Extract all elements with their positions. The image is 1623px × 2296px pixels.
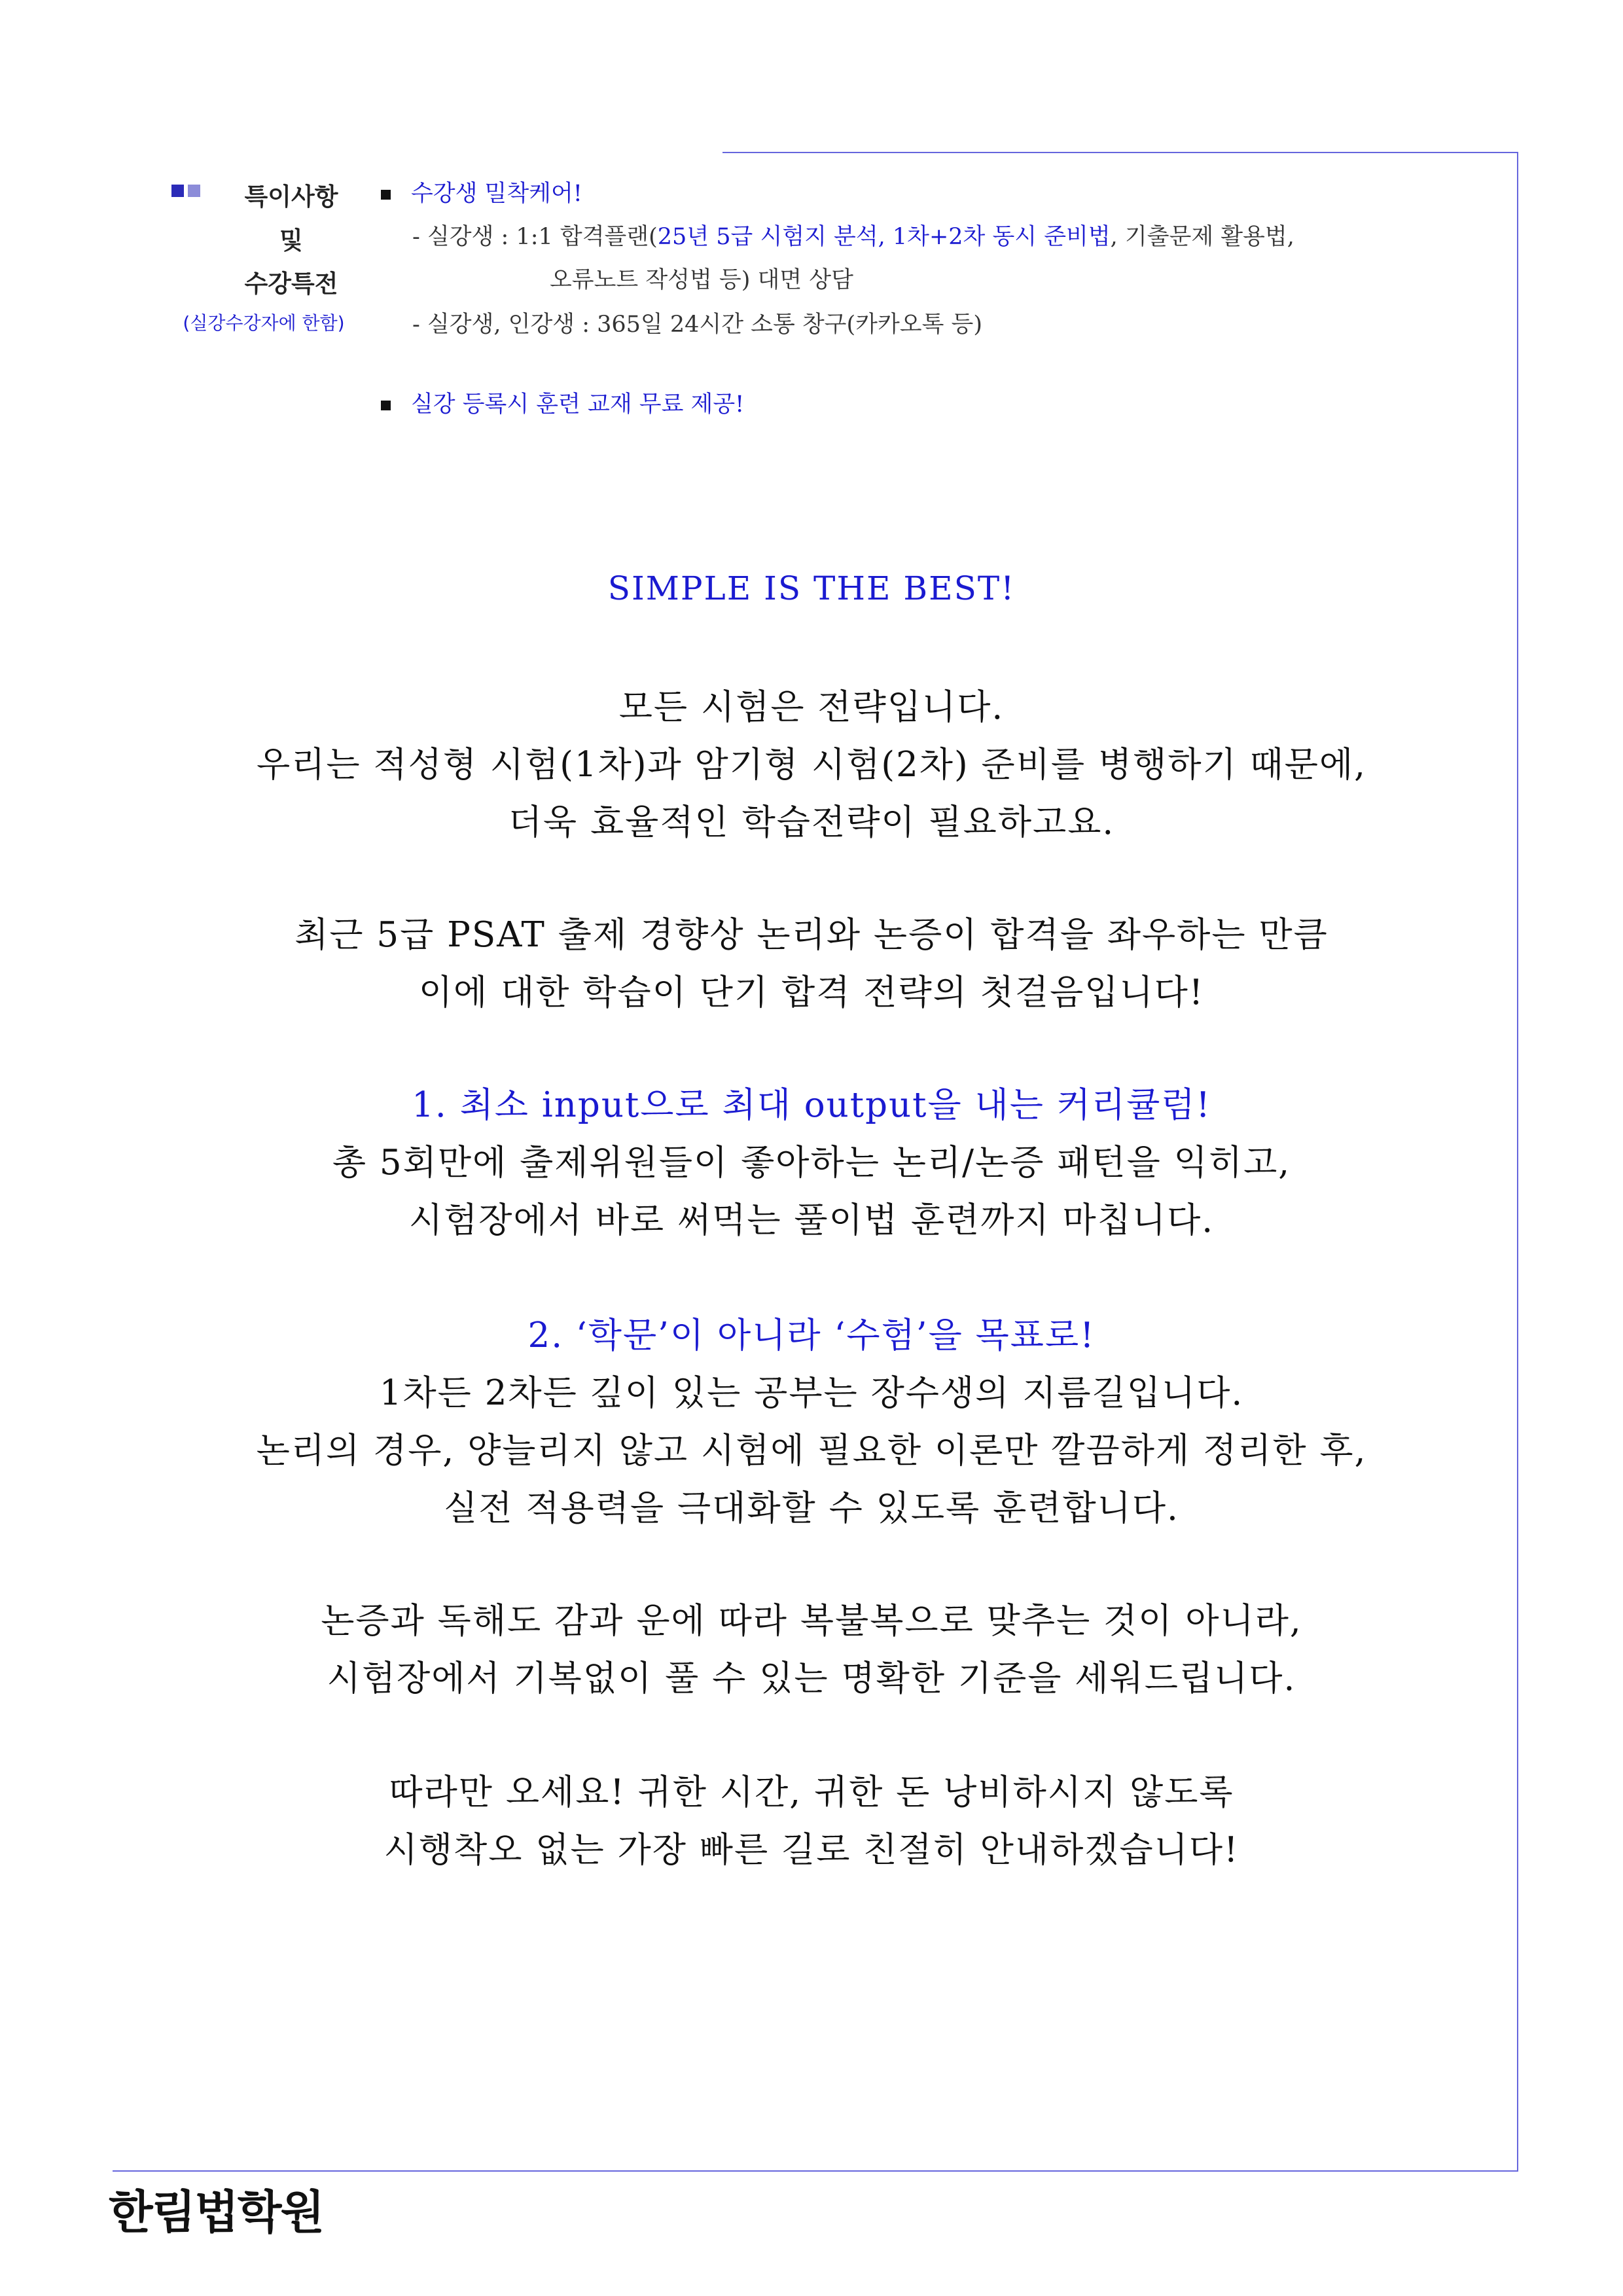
side-label-3: 수강특전: [244, 270, 338, 298]
section-marker-icon: [171, 185, 204, 200]
detail-line-2: 오류노트 작성법 등) 대면 상담: [550, 267, 853, 293]
hallim-logo: 한림법학원: [109, 2185, 324, 2239]
side-label-1: 특이사항: [244, 183, 338, 211]
side-note: (실강수강자에 한함): [183, 312, 345, 334]
body-line: 이에 대한 학습이 단기 합격 전략의 첫걸음입니다!: [418, 973, 1205, 1013]
body-line: 우리는 적성형 시험(1차)과 암기형 시험(2차) 준비를 병행하기 때문에,: [256, 745, 1367, 785]
bullet-title-care: 수강생 밀착케어!: [411, 181, 582, 207]
heading-1: 1. 최소 input으로 최대 output을 내는 커리큘럼!: [412, 1085, 1211, 1125]
body-line: 시험장에서 기복없이 풀 수 있는 명확한 기준을 세워드립니다.: [327, 1659, 1296, 1698]
body-line: 시행착오 없는 가장 빠른 길로 친절히 안내하겠습니다!: [383, 1830, 1240, 1870]
square-bullet-icon: [381, 190, 391, 200]
body-line: 최근 5급 PSAT 출제 경향상 논리와 논증이 합격을 좌우하는 만큼: [294, 915, 1329, 955]
body-line: 총 5회만에 출제위원들이 좋아하는 논리/논증 패턴을 익히고,: [332, 1143, 1291, 1183]
body-line: 실전 적용력을 극대화할 수 있도록 훈련합니다.: [444, 1488, 1179, 1528]
body-line: 더욱 효율적인 학습전략이 필요하고요.: [508, 802, 1115, 842]
bullet-title-textbook: 실강 등록시 훈련 교재 무료 제공!: [411, 391, 745, 418]
heading-2: 2. ‘학문’이 아니라 ‘수험’을 목표로!: [527, 1316, 1096, 1355]
body-line: 논리의 경우, 양늘리지 않고 시험에 필요한 이론만 깔끔하게 정리한 후,: [256, 1431, 1367, 1471]
detail-line-3: - 실강생, 인강생 : 365일 24시간 소통 창구(카카오톡 등): [412, 312, 982, 338]
body-line: 따라만 오세요! 귀한 시간, 귀한 돈 낭비하시지 않도록: [389, 1772, 1234, 1812]
slogan: SIMPLE IS THE BEST!: [607, 569, 1016, 607]
body-line: 모든 시험은 전략입니다.: [618, 687, 1005, 727]
body-line: 1차든 2차든 깊이 있는 공부는 장수생의 지름길입니다.: [379, 1373, 1244, 1413]
body-line: 논증과 독해도 감과 운에 따라 복불복으로 맞추는 것이 아니라,: [321, 1601, 1302, 1641]
square-bullet-icon: [381, 401, 391, 410]
detail-line-1: - 실강생 : 1:1 합격플랜(25년 5급 시험지 분석, 1차+2차 동시 준비법, 기출문제 활용법,: [412, 224, 1294, 250]
side-label-2: 및: [279, 226, 303, 255]
body-line: 시험장에서 바로 써먹는 풀이법 훈련까지 마칩니다.: [408, 1200, 1215, 1240]
frame-top-border: [722, 152, 1518, 153]
frame-bottom-border: [113, 2170, 1518, 2172]
